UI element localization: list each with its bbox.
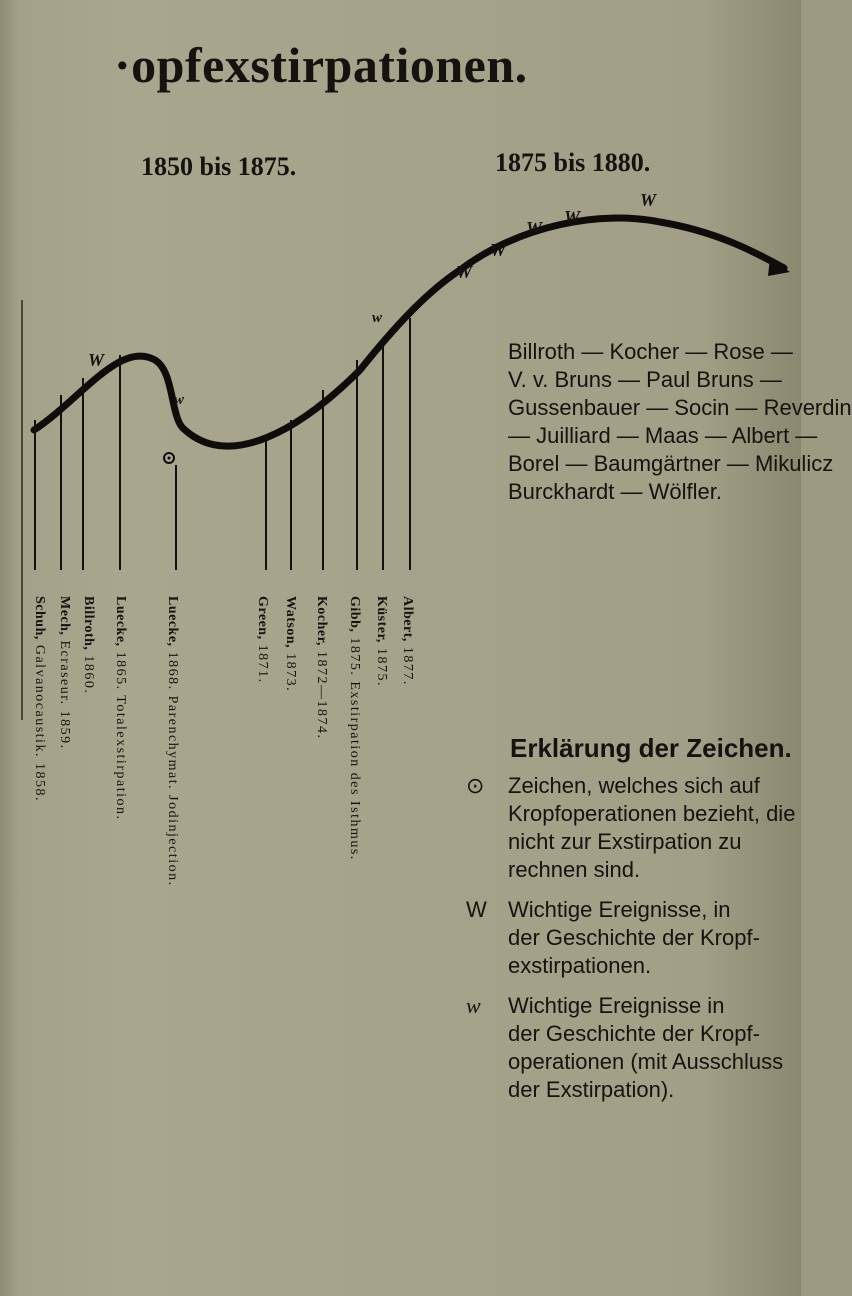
page-title: ·opfexstirpationen. (114, 37, 528, 93)
w-marker-minor: w (372, 310, 383, 326)
event-line (60, 395, 62, 570)
w-minor-icon: w (466, 993, 481, 1018)
event-line (119, 355, 121, 570)
w-marker-major: W (526, 218, 543, 238)
event-line (322, 390, 324, 570)
event-label: Schuh, Galvanocaustik. 1858. (32, 596, 47, 802)
event-label: Albert, 1877. (400, 596, 415, 686)
surgeon-names (508, 338, 852, 506)
event-label: Watson, 1873. (283, 596, 298, 693)
legend-text: Zeichen, welches sich auf Kropfoperationen bezieht, die nicht zur Exstirpation zu rechnen sind. (508, 773, 796, 882)
event-line (409, 318, 411, 570)
event-line (265, 440, 267, 570)
event-line (82, 378, 84, 570)
w-major-icon: W (466, 897, 487, 922)
surgeon-names-line: V. v. Bruns — Paul Bruns — (508, 367, 782, 392)
legend-title: Erklärung der Zeichen. (510, 733, 792, 763)
event-label: Kocher, 1872—1874. (314, 596, 329, 740)
w-marker-major: W (490, 240, 507, 260)
event-label: Küster, 1875. (374, 596, 389, 687)
surgeon-names-line: — Juilliard — Maas — Albert — (508, 423, 818, 448)
event-label: Gibb, 1875. Exstirpation des Isthmus. (347, 596, 362, 861)
surgeon-names-line: Borel — Baumgärtner — Mikulicz (508, 451, 834, 476)
period-label-left: 1850 bis 1875. (141, 152, 297, 181)
event-line (34, 420, 36, 570)
w-marker-major: W (456, 262, 473, 282)
event-line (175, 465, 177, 570)
event-label: Green, 1871. (255, 596, 270, 684)
w-marker-major: W (640, 190, 657, 210)
circle-dot-icon: ⊙ (466, 773, 485, 798)
event-line (290, 420, 292, 570)
event-label: Luecke, 1868. Parenchymat. Jodinjection. (165, 596, 180, 887)
w-marker-major: W (564, 207, 581, 227)
w-marker-minor: w (174, 392, 185, 408)
event-label: Mech, Ecraseur. 1859. (57, 596, 72, 750)
w-marker-major: W (88, 350, 105, 370)
surgeon-names-line: Burckhardt — Wölfler. (508, 479, 722, 504)
period-label-right: 1875 bis 1880. (495, 148, 651, 177)
event-label: Billroth, 1860. (81, 596, 96, 695)
event-line (382, 338, 384, 570)
event-line (356, 360, 358, 570)
legend-text: Wichtige Ereignisse in der Geschichte der Kropf- operationen (mit Ausschluss der Exstirpation). (508, 993, 784, 1102)
legend-text: Wichtige Ereignisse, in der Geschichte der Kropf- exstirpationen. (508, 897, 760, 978)
event-label: Luecke, 1865. Totalexstirpation. (113, 596, 128, 821)
surgeon-names-line: Gussenbauer — Socin — Reverdin (508, 395, 852, 420)
surgeon-names-line: Billroth — Kocher — Rose — (508, 339, 793, 364)
